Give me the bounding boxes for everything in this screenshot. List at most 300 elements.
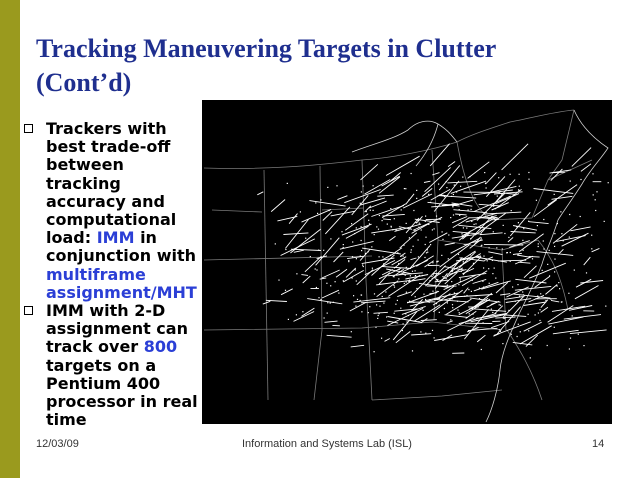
- track-segment: [448, 162, 455, 167]
- track-segment: [474, 282, 499, 291]
- track-point: [453, 194, 454, 195]
- track-point: [516, 226, 517, 227]
- track-point: [383, 263, 384, 264]
- track-point: [438, 261, 439, 262]
- track-segment: [534, 189, 574, 194]
- track-point: [517, 336, 518, 337]
- track-point: [496, 218, 497, 219]
- track-point: [317, 213, 318, 214]
- track-point: [402, 330, 403, 331]
- track-segment: [439, 165, 460, 190]
- track-point: [510, 252, 511, 253]
- track-point: [437, 299, 438, 300]
- track-segment: [488, 252, 502, 255]
- track-point: [362, 265, 363, 266]
- track-point: [458, 254, 459, 255]
- track-segment: [377, 195, 393, 196]
- track-point: [428, 194, 429, 195]
- track-point: [352, 256, 353, 257]
- track-point: [369, 306, 370, 307]
- track-point: [427, 252, 428, 253]
- track-point: [499, 304, 500, 305]
- track-point: [493, 231, 494, 232]
- track-segment: [468, 162, 490, 179]
- track-point: [608, 182, 609, 183]
- track-point: [523, 250, 524, 251]
- track-segment: [322, 290, 339, 298]
- track-point: [437, 279, 438, 280]
- track-point: [517, 284, 518, 285]
- bullet-line: IMM with 2-D: [46, 301, 166, 321]
- track-point: [296, 314, 297, 315]
- track-point: [492, 312, 493, 313]
- track-point: [472, 314, 473, 315]
- track-segment: [500, 294, 510, 295]
- track-point: [532, 258, 533, 259]
- track-point: [475, 295, 476, 296]
- track-point: [454, 185, 455, 186]
- track-point: [405, 188, 406, 189]
- track-segment: [281, 239, 315, 256]
- bullet-line: assignment can: [46, 319, 188, 339]
- page-number: 14: [592, 438, 605, 450]
- track-point: [439, 298, 440, 299]
- track-point: [447, 285, 448, 286]
- track-point: [316, 287, 317, 288]
- track-point: [355, 306, 356, 307]
- track-segment: [551, 169, 563, 181]
- track-point: [473, 263, 474, 264]
- track-point: [338, 293, 339, 294]
- track-segment: [552, 196, 573, 199]
- track-point: [484, 172, 485, 173]
- track-point: [418, 256, 419, 257]
- track-point: [429, 299, 430, 300]
- track-point: [356, 227, 357, 228]
- track-point: [431, 276, 432, 277]
- track-point: [413, 266, 414, 267]
- track-segment: [494, 322, 531, 336]
- track-segment: [564, 315, 601, 320]
- track-point: [320, 299, 321, 300]
- track-point: [557, 223, 558, 224]
- track-point: [438, 184, 439, 185]
- track-segment: [455, 214, 466, 215]
- track-point: [460, 281, 461, 282]
- track-point: [318, 297, 319, 298]
- track-point: [351, 331, 352, 332]
- track-segment: [350, 302, 367, 311]
- track-point: [425, 333, 426, 334]
- title-line-2: (Cont’d): [36, 68, 132, 97]
- track-segment: [551, 300, 559, 302]
- track-point: [469, 176, 470, 177]
- track-segment: [515, 286, 551, 290]
- track-point: [452, 271, 453, 272]
- track-segment: [309, 201, 345, 207]
- track-point: [561, 233, 562, 234]
- track-point: [329, 210, 330, 211]
- track-point: [378, 315, 379, 316]
- track-point: [416, 222, 417, 223]
- track-point: [489, 247, 490, 248]
- track-point: [403, 245, 404, 246]
- track-point: [435, 277, 436, 278]
- track-point: [420, 331, 421, 332]
- track-point: [479, 298, 480, 299]
- bullet-line: processor in real: [46, 392, 198, 412]
- track-point: [537, 225, 538, 226]
- track-point: [488, 268, 489, 269]
- track-point: [456, 191, 457, 192]
- track-point: [275, 243, 276, 244]
- footer-date: 12/03/09: [36, 438, 79, 450]
- track-point: [461, 271, 462, 272]
- track-point: [408, 199, 409, 200]
- bullet-line: [46, 338, 204, 356]
- track-segment: [351, 345, 364, 347]
- track-point: [392, 229, 393, 230]
- track-point: [504, 233, 505, 234]
- bullet-line: accuracy and: [46, 191, 165, 211]
- track-segment: [506, 315, 526, 316]
- track-point: [444, 196, 445, 197]
- track-point: [512, 286, 513, 287]
- track-point: [569, 237, 570, 238]
- track-segment: [480, 233, 503, 235]
- track-point: [434, 228, 435, 229]
- bullet-item-imm: [22, 302, 204, 429]
- track-segment: [389, 236, 395, 241]
- track-point: [386, 316, 387, 317]
- track-point: [327, 302, 328, 303]
- track-segment: [325, 321, 338, 322]
- track-point: [407, 321, 408, 322]
- track-point: [596, 191, 597, 192]
- track-segment: [451, 254, 481, 272]
- track-segment: [372, 255, 395, 276]
- track-point: [357, 299, 358, 300]
- track-point: [452, 298, 453, 299]
- track-point: [543, 248, 544, 249]
- track-segment: [396, 332, 410, 343]
- track-point: [451, 196, 452, 197]
- track-point: [549, 275, 550, 276]
- track-segment: [395, 248, 402, 253]
- track-point: [409, 237, 410, 238]
- track-point: [518, 189, 519, 190]
- track-point: [430, 280, 431, 281]
- track-point: [310, 256, 311, 257]
- track-point: [434, 337, 435, 338]
- track-point: [371, 246, 372, 247]
- track-point: [470, 238, 471, 239]
- track-point: [543, 240, 544, 241]
- track-point: [398, 263, 399, 264]
- track-point: [503, 225, 504, 226]
- track-point: [425, 237, 426, 238]
- track-segment: [340, 241, 374, 249]
- track-point: [393, 276, 394, 277]
- track-point: [320, 199, 321, 200]
- track-point: [519, 174, 520, 175]
- track-point: [482, 281, 483, 282]
- track-point: [495, 219, 496, 220]
- track-point: [554, 194, 555, 195]
- accent-bar: [0, 0, 20, 478]
- track-point: [335, 281, 336, 282]
- track-point: [558, 282, 559, 283]
- in-text: in: [134, 228, 157, 248]
- track-point: [430, 202, 431, 203]
- track-point: [423, 294, 424, 295]
- track-point: [563, 240, 564, 241]
- track-point: [432, 291, 433, 292]
- track-point: [425, 244, 426, 245]
- multiframe-highlight: multiframe: [46, 264, 146, 284]
- track-point: [460, 278, 461, 279]
- track-segment: [508, 237, 513, 242]
- track-point: [520, 331, 521, 332]
- track-segment: [495, 317, 515, 318]
- track-point: [409, 301, 410, 302]
- track-segment: [336, 269, 347, 277]
- track-point: [518, 324, 519, 325]
- track-point: [515, 301, 516, 302]
- track-segment: [388, 275, 420, 296]
- track-segment: [337, 196, 347, 200]
- track-segment: [294, 312, 315, 322]
- track-segment: [327, 335, 352, 337]
- track-point: [412, 271, 413, 272]
- track-point: [442, 239, 443, 240]
- track-point: [518, 222, 519, 223]
- track-segment: [541, 307, 548, 312]
- track-point: [361, 250, 362, 251]
- track-point: [385, 291, 386, 292]
- track-point: [485, 183, 486, 184]
- track-point: [414, 230, 415, 231]
- track-segment: [400, 233, 417, 248]
- track-point: [489, 283, 490, 284]
- track-point: [323, 250, 324, 251]
- track-point: [424, 257, 425, 258]
- track-point: [545, 300, 546, 301]
- track-point: [448, 258, 449, 259]
- track-point: [426, 252, 427, 253]
- track-point: [356, 280, 357, 281]
- track-point: [415, 270, 416, 271]
- track-point: [539, 309, 540, 310]
- track-segment: [515, 279, 546, 283]
- track-segment: [592, 248, 600, 251]
- track-point: [368, 312, 369, 313]
- track-point: [376, 304, 377, 305]
- track-point: [330, 303, 331, 304]
- track-point: [570, 181, 571, 182]
- track-point: [478, 217, 479, 218]
- track-segment: [438, 196, 477, 199]
- track-segment: [302, 209, 332, 222]
- track-point: [486, 187, 487, 188]
- load-text: load:: [46, 228, 97, 248]
- track-point: [554, 271, 555, 272]
- track-point: [477, 318, 478, 319]
- track-point: [412, 301, 413, 302]
- track-point: [580, 179, 581, 180]
- track-point: [500, 305, 501, 306]
- track-point: [400, 308, 401, 309]
- track-point: [409, 280, 410, 281]
- track-segment: [580, 281, 603, 284]
- track-point: [523, 228, 524, 229]
- track-point: [442, 231, 443, 232]
- track-point: [466, 295, 467, 296]
- track-segment: [431, 189, 450, 200]
- track-point: [366, 211, 367, 212]
- track-point: [460, 186, 461, 187]
- bullet-line: targets on a: [46, 355, 157, 375]
- track-point: [421, 229, 422, 230]
- track-point: [428, 224, 429, 225]
- track-point: [446, 187, 447, 188]
- track-point: [432, 330, 433, 331]
- track-point: [330, 285, 331, 286]
- track-point: [508, 237, 509, 238]
- track-point: [369, 223, 370, 224]
- track-point: [315, 202, 316, 203]
- track-point: [561, 301, 562, 302]
- track-point: [523, 294, 524, 295]
- track-segment: [316, 238, 340, 266]
- track-point: [528, 172, 529, 173]
- track-point: [416, 198, 417, 199]
- track-point: [419, 223, 420, 224]
- track-segment: [323, 212, 332, 221]
- track-point: [574, 270, 575, 271]
- track-segment: [283, 233, 308, 235]
- track-segment: [289, 214, 297, 224]
- track-point: [462, 177, 463, 178]
- track-segment: [301, 275, 308, 276]
- track-text: track over: [46, 337, 144, 357]
- track-point: [436, 261, 437, 262]
- track-point: [492, 273, 493, 274]
- track-point: [592, 173, 593, 174]
- track-point: [374, 234, 375, 235]
- track-point: [425, 221, 426, 222]
- track-point: [416, 190, 417, 191]
- track-segment: [513, 253, 522, 254]
- track-point: [580, 216, 581, 217]
- track-point: [296, 273, 297, 274]
- track-point: [471, 221, 472, 222]
- track-segment: [464, 309, 488, 339]
- track-point: [436, 279, 437, 280]
- track-point: [403, 256, 404, 257]
- track-point: [591, 235, 592, 236]
- track-point: [448, 234, 449, 235]
- track-segment: [320, 278, 327, 279]
- track-segment: [529, 222, 549, 224]
- track-point: [447, 302, 448, 303]
- track-point: [506, 252, 507, 253]
- track-segment: [257, 192, 263, 195]
- track-point: [595, 210, 596, 211]
- track-point: [433, 274, 434, 275]
- bullet-line: time: [46, 410, 87, 430]
- track-segment: [447, 321, 453, 323]
- track-point: [439, 312, 440, 313]
- track-point: [315, 268, 316, 269]
- track-point: [586, 272, 587, 273]
- track-point: [288, 319, 289, 320]
- track-point: [450, 217, 451, 218]
- track-segment: [445, 243, 455, 245]
- track-point: [382, 220, 383, 221]
- track-point: [499, 329, 500, 330]
- slide-title: [36, 32, 596, 100]
- track-point: [475, 223, 476, 224]
- track-point: [461, 233, 462, 234]
- track-point: [395, 304, 396, 305]
- track-point: [444, 308, 445, 309]
- track-point: [528, 179, 529, 180]
- bullet-line: conjunction with: [46, 246, 197, 266]
- track-point: [453, 214, 454, 215]
- track-segment: [464, 288, 469, 294]
- track-segment: [271, 200, 285, 212]
- track-point: [463, 261, 464, 262]
- track-point: [543, 219, 544, 220]
- track-point: [333, 302, 334, 303]
- track-segment: [494, 306, 502, 314]
- track-point: [376, 226, 377, 227]
- track-point: [336, 185, 337, 186]
- track-point: [375, 327, 376, 328]
- track-point: [326, 283, 327, 284]
- track-point: [459, 209, 460, 210]
- tracks-map-svg: [202, 100, 612, 424]
- track-point: [353, 295, 354, 296]
- track-point: [522, 291, 523, 292]
- track-point: [394, 218, 395, 219]
- track-point: [410, 275, 411, 276]
- track-segment: [379, 177, 400, 193]
- track-segment: [448, 181, 478, 183]
- track-point: [361, 191, 362, 192]
- track-point: [578, 334, 579, 335]
- track-point: [406, 223, 407, 224]
- track-point: [379, 313, 380, 314]
- track-point: [494, 268, 495, 269]
- track-point: [397, 300, 398, 301]
- track-point: [538, 246, 539, 247]
- track-point: [406, 281, 407, 282]
- track-point: [502, 248, 503, 249]
- track-point: [554, 327, 555, 328]
- track-point: [469, 313, 470, 314]
- track-point: [398, 278, 399, 279]
- track-segment: [411, 258, 417, 260]
- track-point: [528, 221, 529, 222]
- track-segment: [403, 194, 432, 208]
- track-point: [495, 278, 496, 279]
- track-point: [470, 254, 471, 255]
- track-point: [452, 307, 453, 308]
- track-point: [413, 246, 414, 247]
- track-segment: [291, 249, 321, 250]
